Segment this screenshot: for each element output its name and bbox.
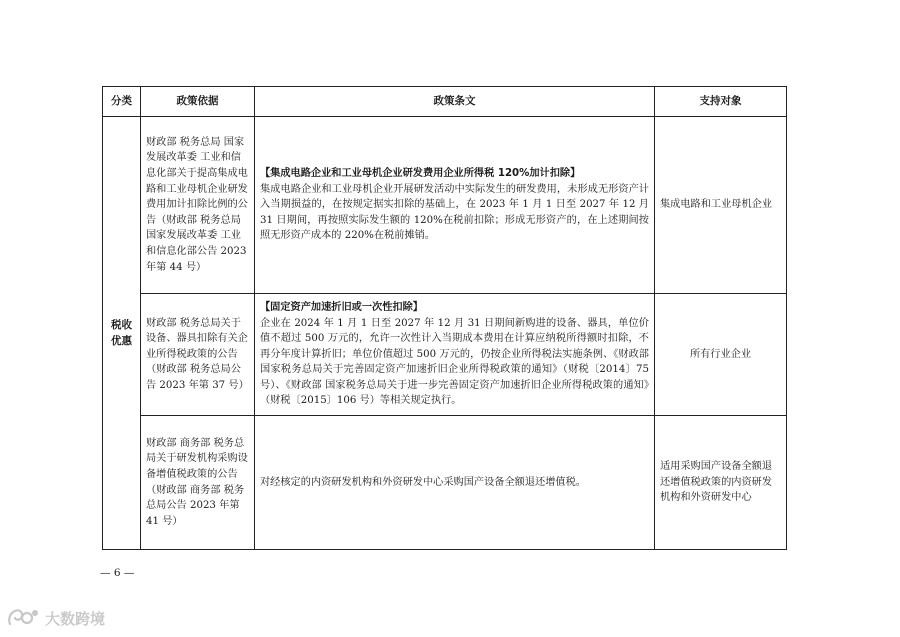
watermark <box>6 607 105 629</box>
policy-basis: 财政部 税务总局关于设备、器具扣除有关企业所得税政策的公告（财政部 税务总局公告 2023 年第 37 号） <box>141 294 255 416</box>
table-row <box>103 416 787 550</box>
header-row <box>103 87 787 117</box>
brand-logo-icon <box>6 607 40 629</box>
clause-body: 对经核定的内资研发机构和外资研发中心采购国产设备全额退还增值税。 <box>260 476 586 488</box>
header-basis: 政策依据 <box>141 87 255 117</box>
table-row <box>103 294 787 416</box>
table-row <box>103 117 787 294</box>
support-target: 适用采购国产设备全额退还增值税政策的内资研发机构和外资研发中心 <box>655 416 787 550</box>
clause-title: 【固定资产加速折旧或一次性扣除】 <box>260 301 423 313</box>
category-label-line: 优惠 <box>111 335 132 347</box>
category-cell <box>103 117 141 550</box>
policy-text <box>255 117 655 294</box>
header-category: 分类 <box>103 87 141 117</box>
header-target: 支持对象 <box>655 87 787 117</box>
clause-title: 【集成电路企业和工业母机企业研发费用企业所得税 120%加计扣除】 <box>260 168 581 180</box>
policy-basis: 财政部 税务总局 国家发展改革委 工业和信息化部关于提高集成电路和工业母机企业研发费用加计扣除比例的公告（财政部 税务总局 国家发展改革委 工业和信息化部公告 2023 年第 44 号） <box>141 117 255 294</box>
clause-body: 企业在 2024 年 1 月 1 日至 2027 年 12 月 31 日期间新购进的设备、器具，单位价值不超过 500 万元的，允许一次性计入当期成本费用在计算应纳税所得额时扣除，不再分年度计算折旧；单位价值超过 500 万元的，仍按企业所得税法实施条例、《财政部 国家税务总局关于完善固定资产加速折旧企业所得税政策的通知》（财税〔2014〕75 号）、《财政部 国家税务总局关于进一步完善固定资产加速折旧企业所得税政策的通知》（财税〔2015〕106 号）等相关规定执行。 <box>260 317 649 407</box>
policy-table <box>102 86 787 550</box>
page-number: — 6 — <box>100 567 135 579</box>
header-text: 政策条文 <box>255 87 655 117</box>
policy-text <box>255 294 655 416</box>
policy-basis: 财政部 商务部 税务总局关于研发机构采购设备增值税政策的公告（财政部 商务部 税务总局公告 2023 年第 41 号） <box>141 416 255 550</box>
clause-body: 集成电路企业和工业母机企业开展研发活动中实际发生的研发费用，未形成无形资产计入当期损益的，在按规定据实扣除的基础上，在 2023 年 1 月 1 日至 2027 年 12 月 31 日期间，再按照实际发生额的 120%在税前扣除；形成无形资产的，在上述期间按照无形资产成本的 220%在税前摊销。 <box>260 183 649 242</box>
support-target: 所有行业企业 <box>655 294 787 416</box>
category-label-line: 税收 <box>111 319 132 331</box>
policy-text <box>255 416 655 550</box>
support-target: 集成电路和工业母机企业 <box>655 117 787 294</box>
watermark-text: 大数跨境 <box>45 609 106 628</box>
